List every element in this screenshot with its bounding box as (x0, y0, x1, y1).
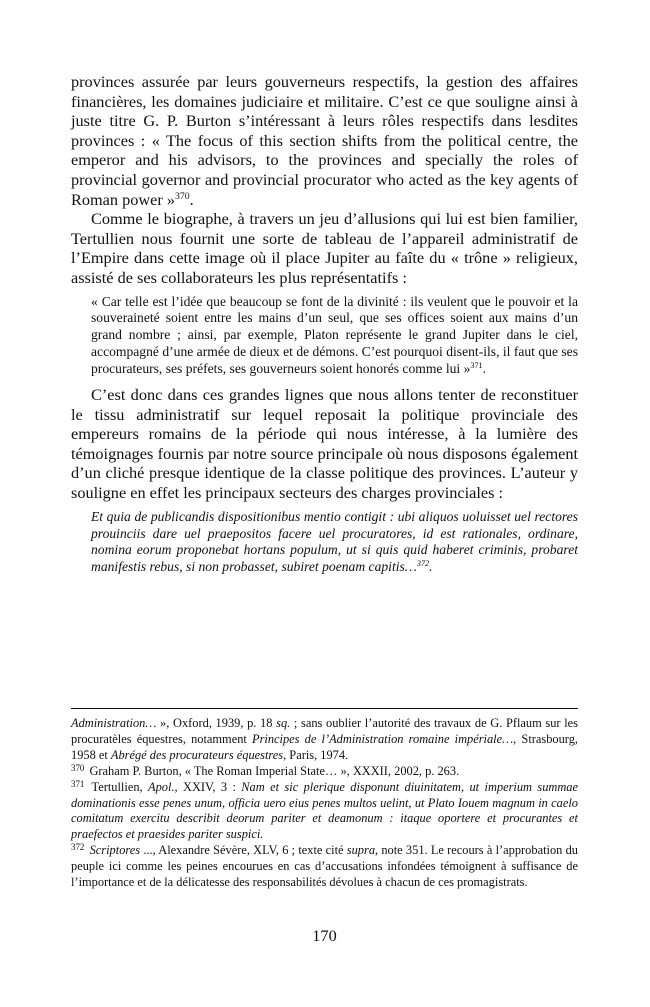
footnote-text: Tertullien, (86, 779, 149, 794)
footnote-ref-371[interactable]: 371 (470, 361, 483, 371)
title-italic: Principes de l’Administration romaine impériale… (252, 731, 514, 746)
punctuation: . (482, 361, 487, 377)
footnote-number: 372 (71, 842, 85, 853)
footnote-continued (71, 716, 578, 764)
footnote-ref-372[interactable]: 372 (416, 559, 430, 569)
footnote-number: 371 (71, 778, 85, 789)
title-italic: Apol. (148, 779, 175, 794)
footnote-text: , Strasbourg, 1958 et (71, 731, 578, 762)
quote-text: « Car telle est l’idée que beaucoup se font de la divinité : ils veulent que le pouvoir et la souveraineté soient entre les mains d’un seul, que ses offices soient aux mains d’un grand nombre ; ainsi, par exemple, Platon représente le grand Jupiter dans le ciel, accompagné d’une armée de dieux et de démons. C’est pourquoi disent-ils, il faut que ses procurateurs, ses préfets, ses gouverneurs soient honorés comme lui » (91, 293, 578, 377)
main-text (71, 72, 578, 583)
footnote-text: , XXIV, 3 : (174, 779, 242, 794)
quote-text: Et quia de publicandis dispositionibus mentio contigit : ubi aliquos uoluisset uel rectores prouinciis dare uel praepositos facere uel procuratores, id est rationales, ordinare, nomina eorum proponebat hortans populum, ut si quis quid haberet criminis, probaret manifestis rebus, si non probasset, subiret poenam capitis… (91, 508, 578, 575)
title-italic: Scriptores (86, 843, 141, 858)
latin-quote-italic: Nam et sic plerique disponunt diuinitatem, ut imperium summae dominationis esse penes unum, officia uero eius penes multos uelint, ut Plato Iouem magnum in caelo comitatum exercitu describit deorum pariter et deamonum : itaque oportere et procurantes et praefectos et praesides pariter suspici. (71, 779, 578, 842)
title-italic: Administration… (71, 716, 157, 730)
footnote-370 (71, 764, 578, 780)
footnote-text: , Paris, 1974. (283, 747, 349, 762)
paragraph-2: Comme le biographe, à travers un jeu d’allusions qui lui est bien familier, Tertullien nous fournit une sorte de tableau de l’appareil administratif de l’Empire dans cette image où il place Jupiter au faîte du « trône » religieux, assisté de ses collaborateurs les plus représentatifs : (71, 209, 578, 287)
footnote-text: , note 351. Le recours à l’approbation du peuple ici comme les peines encourues en cas d’accusations infondées témoignent à suffisance de l’importance et de la délicatesse des responsabilités dévolues à chacun de ces promagistrats. (71, 843, 578, 890)
footnote-371 (71, 780, 578, 844)
punctuation: . (189, 189, 194, 209)
block-quote-tertullien (91, 294, 578, 379)
title-italic: Abrégé des procurateurs équestres (110, 747, 284, 762)
page-number: 170 (312, 926, 337, 945)
paragraph-3: C’est donc dans ces grandes lignes que nous allons tenter de reconstituer le tissu administratif sur lequel reposait la politique provinciale des empereurs romains de la période qui nous intéresse, à la lumière des témoignages fournis par notre source principale où nous disposons également d’un cliché presque identique de la classe politique des provinces. L’auteur y souligne en effet les principaux secteurs des charges provinciales : (71, 385, 578, 503)
footnote-text: », Oxford, 1939, p. 18 (156, 716, 277, 730)
punctuation: . (429, 559, 433, 575)
supra-italic: supra (346, 843, 376, 858)
block-quote-latin (91, 509, 578, 577)
footnote-text: ; sans oublier l’autorité des travaux de G. Pflaum sur les procuratèles équestres, notamment (71, 716, 578, 746)
paragraph-1 (71, 72, 578, 209)
abbrev-italic: sq. (276, 716, 291, 730)
footnote-separator (71, 708, 578, 709)
paragraph-text: provinces assurée par leurs gouverneurs respectifs, la gestion des affaires financières, les domaines judiciaire et militaire. C’est ce que souligne ainsi à juste titre G. P. Burton s’intéressant à leurs rôles respectifs dans lesdites provinces : « The focus of this section shifts from the political centre, the emperor and his advisors, to the provinces and specially the roles of provincial governor and provincial procurator who acted as the key agents of Roman power » (71, 72, 578, 209)
footnote-372 (71, 843, 578, 891)
footnotes (71, 716, 578, 891)
footnote-ref-370[interactable]: 370 (175, 190, 190, 202)
footnote-text: Graham P. Burton, « The Roman Imperial State… », XXXII, 2002, p. 263. (86, 763, 460, 778)
footnote-text: ..., Alexandre Sévère, XLV, 6 ; texte cité (140, 843, 347, 858)
footnote-number: 370 (71, 762, 85, 773)
